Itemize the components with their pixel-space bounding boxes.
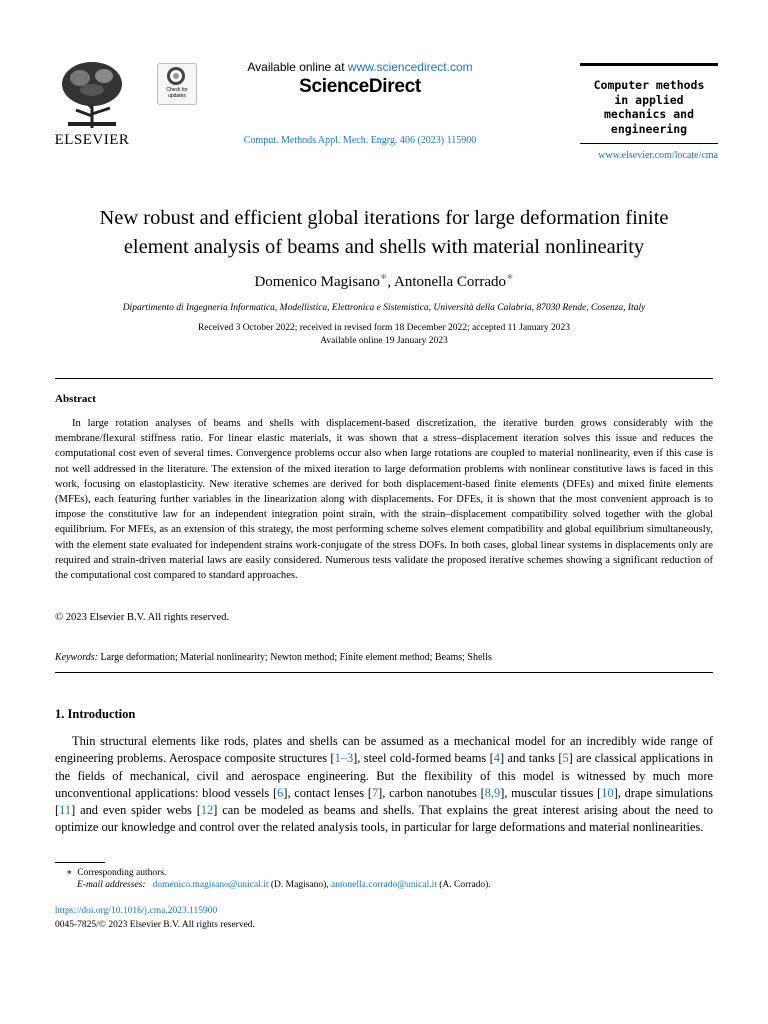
abstract-rule-top <box>55 378 713 379</box>
journal-url[interactable]: www.elsevier.com/locate/cma <box>598 150 718 161</box>
intro-text: ] are classical applications in the fields of mechanical, civil and aerospace engineering. But the flexibility of this model is witnessed by much more unconventional applications: blood vessels [ <box>55 751 714 800</box>
journal-title-line: engineering <box>610 121 688 136</box>
affiliation: Dipartimento di Ingegneria Informatica, Modellistica, Elettronica e Sistemistica, Università della Calabria, 87030 Rende, Cosenza, Italy <box>122 303 646 313</box>
issn-copyright: 0045-7825/© 2023 Elsevier B.V. All rights reserved. <box>55 920 255 930</box>
email-footnote <box>77 880 491 890</box>
keywords <box>55 652 492 663</box>
intro-text: ] can be modeled as beams and shells. That explains the great interest arising about the need to optimize our knowledge and control over the related analysis tools, in particular for large deformations and material nonlinearities. <box>55 803 713 835</box>
intro-text: ], drape simulations [ <box>55 785 714 818</box>
reference-link[interactable]: 12 <box>200 803 214 818</box>
dates <box>40 322 728 348</box>
journal-rule-bottom <box>580 143 718 144</box>
journal-title <box>580 78 718 136</box>
received-dates: Received 3 October 2022; received in revised form 18 December 2022; accepted 11 January 2023 <box>197 323 571 333</box>
reference-link[interactable]: 5 <box>562 751 569 766</box>
journal-title-line: in applied <box>614 92 684 107</box>
email-link-2[interactable]: antonella.corrado@unical.it <box>331 880 437 890</box>
check-updates-label: Check for updates <box>166 87 188 99</box>
elsevier-tree-icon <box>58 58 126 130</box>
author-separator: , <box>387 274 394 290</box>
reference-link[interactable]: 6 <box>277 785 284 800</box>
intro-text: ], steel cold-formed beams [ <box>353 751 494 766</box>
intro-text: ] and tanks [ <box>499 751 563 766</box>
available-date: Available online 19 January 2023 <box>320 336 448 346</box>
abstract-heading: Abstract <box>55 393 96 405</box>
reference-link[interactable]: 8,9 <box>484 785 501 800</box>
keywords-label: Keywords: <box>55 652 98 663</box>
reference-link[interactable]: 4 <box>493 751 500 766</box>
doi-link[interactable]: https://doi.org/10.1016/j.cma.2023.115900 <box>55 906 218 916</box>
abstract-text: In large rotation analyses of beams and shells with displacement-based discretization, the iterative burden grows considerably with the membrane/flexural stiffness ratio. For linear elastic materials, it was shown that a stress–displacement iteration solves this issue and reduces the computational cost even of several times. Convergence problems occur also when large rotations are coupled to material nonlinearity, even if this case is not well addressed in the literature. The extension of the mixed iteration to large deformation problems with nonlinear constitutive laws is faced in this work, focusing on elastoplasticity. New iterative schemes are derived for both displacement-based finite elements (DFEs) and mixed finite elements (MFEs), each featuring further variables in the linearization along with displacements. For DFEs, it is shown that the most convenient approach is to impose the constitutive law for an independent integration point strain, with the strain–displacement compatibility solved together with the global equilibrium. For MFEs, as an extension of this strategy, the most performing scheme solves element compatibility and global equilibrium simultaneously, with the element state evaluated for independent strains work-conjugate of the stress DOFs. In both cases, global linear systems in displacements only are required and strain-driven material laws are easily considered. Numerous tests validate the proposed iterative schemes showing a significant reduction of the computational cost compared to standard approaches. <box>55 418 713 582</box>
reference-link[interactable]: 7 <box>371 785 379 800</box>
available-online <box>220 60 500 74</box>
reference-link[interactable]: 1–3 <box>334 751 354 766</box>
corresponding-mark[interactable]: ∗ <box>506 271 514 283</box>
intro-text: ], muscular tissues [ <box>500 785 602 800</box>
reference-link[interactable]: 11 <box>59 803 72 818</box>
corresponding-footnote <box>66 867 166 878</box>
intro-text: Thin structural elements like rods, plates and shells can be assumed as a mechanical model for an incredibly wide range of engineering problems. Aerospace composite structures [ <box>55 734 713 766</box>
footnote-symbol: ∗ <box>66 868 73 878</box>
reference-link[interactable]: 10 <box>601 785 614 800</box>
elsevier-logo <box>52 58 132 148</box>
check-updates-icon <box>167 67 185 85</box>
email-label: E-mail addresses: <box>77 880 146 890</box>
corresponding-mark[interactable]: ∗ <box>379 271 388 283</box>
intro-paragraph <box>55 733 713 837</box>
journal-rule-top <box>580 63 718 66</box>
publisher-name: ELSEVIER <box>54 132 130 148</box>
keywords-list: Large deformation; Material nonlinearity; Newton method; Finite element method; Beams; Shells <box>97 652 492 663</box>
title-line-1: New robust and efficient global iterations for large deformation finite <box>99 207 669 229</box>
email-name-2: (A. Corrado). <box>436 880 491 890</box>
journal-citation[interactable]: Comput. Methods Appl. Mech. Engrg. 406 (2023) 115900 <box>243 135 477 146</box>
available-online-prefix: Available online at <box>247 60 348 74</box>
author-1: Domenico Magisano <box>254 274 380 290</box>
footnote-rule <box>55 862 105 863</box>
journal-title-line: mechanics and <box>603 107 694 121</box>
intro-text: ] and even spider webs [ <box>71 803 201 818</box>
check-for-updates-badge[interactable] <box>157 63 197 105</box>
abstract-rule-bottom <box>55 672 713 673</box>
article-title <box>40 204 728 262</box>
journal-title-line: Computer methods <box>593 78 705 92</box>
footnote-text: Corresponding authors. <box>77 868 167 878</box>
section-heading: 1. Introduction <box>55 707 136 721</box>
email-link-1[interactable]: domenico.magisano@unical.it <box>152 880 269 890</box>
abstract-copyright: © 2023 Elsevier B.V. All rights reserved. <box>55 612 230 623</box>
intro-text: ], carbon nanotubes [ <box>378 785 485 800</box>
sciencedirect-wordmark: ScienceDirect <box>299 76 421 97</box>
sciencedirect-link[interactable]: www.sciencedirect.com <box>347 60 473 74</box>
email-name-1: (D. Magisano), <box>268 880 332 890</box>
intro-text: ], contact lenses [ <box>283 785 372 800</box>
author-2: Antonella Corrado <box>394 274 507 290</box>
author-list <box>40 270 728 291</box>
title-line-2: element analysis of beams and shells with material nonlinearity <box>123 236 645 258</box>
